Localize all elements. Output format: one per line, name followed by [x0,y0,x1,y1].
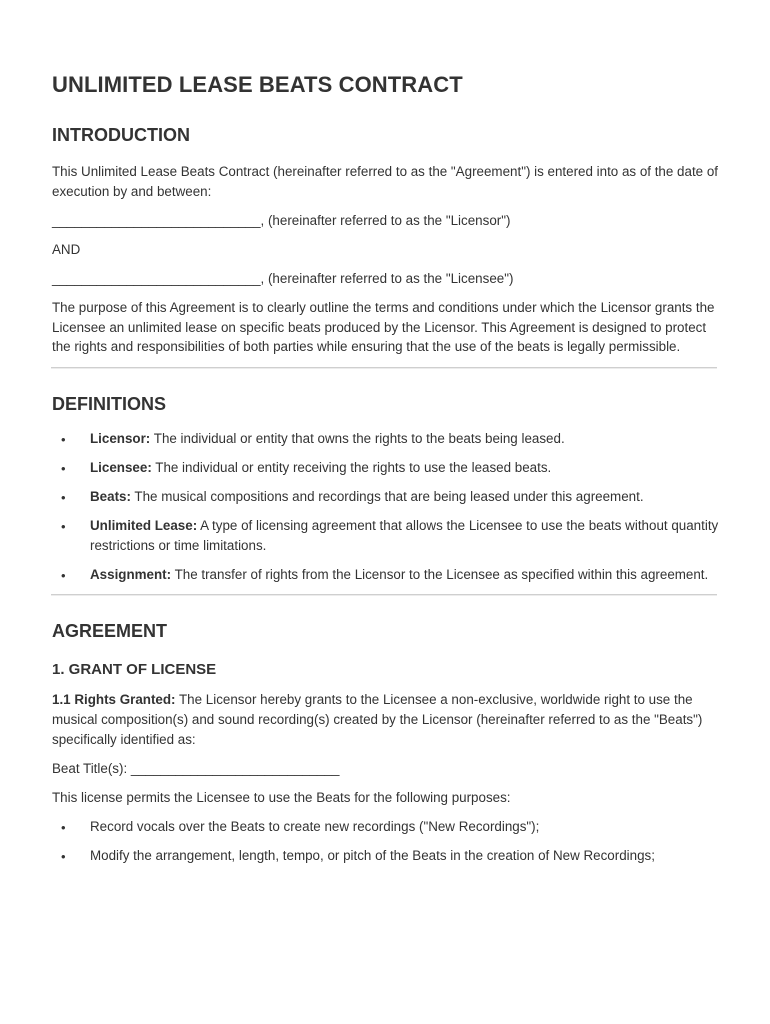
purpose-text: Modify the arrangement, length, tempo, or pitch of the Beats in the creation of New Recordings; [90,847,655,863]
definition-term: Licensee: [90,459,152,475]
bullet-icon: • [61,431,66,447]
bullet-icon: • [61,460,66,476]
bullet-icon: • [61,819,66,835]
definitions-heading: DEFINITIONS [52,393,167,414]
definition-term: Unlimited Lease: [90,518,198,534]
document-title: UNLIMITED LEASE BEATS CONTRACT [52,72,463,97]
rights-granted-paragraph [52,690,720,749]
rights-granted-term: 1.1 Rights Granted: [52,692,176,708]
purposes-list [52,817,720,866]
definition-text: The transfer of rights from the Licensor to the Licensee as specified within this agreement. [171,566,709,582]
definitions-section [52,393,720,585]
and-text: AND [52,241,81,257]
list-item [52,516,720,555]
definition-text: The musical compositions and recordings that are being leased under this agreement. [130,488,644,504]
section-divider [51,367,717,369]
rights-granted-text: The Licensor hereby grants to the Licensee a non-exclusive, worldwide right to use the musical composition(s) and sound recording(s) created by the Licensor (hereinafter referred to as the "Beats") specifically identified as: [52,692,703,747]
list-item [52,565,720,585]
purposes-intro: This license permits the Licensee to use the Beats for the following purposes: [52,789,511,805]
agreement-heading: AGREEMENT [52,621,168,642]
bullet-icon: • [61,848,66,864]
definition-text: A type of licensing agreement that allows the Licensee to use the beats without quantity restrictions or time limitations. [90,518,719,553]
beat-titles-line: Beat Title(s): ____________________________ [52,760,340,776]
purpose-text: Record vocals over the Beats to create new recordings ("New Recordings"); [90,818,540,834]
definitions-list [52,429,720,585]
bullet-icon: • [61,567,66,583]
definition-text: The individual or entity that owns the rights to the beats being leased. [150,430,565,446]
list-item [52,846,720,866]
list-item [52,458,720,478]
definition-term: Licensor: [90,430,151,446]
list-item [52,817,720,837]
bullet-icon: • [61,519,66,535]
bullet-icon: • [61,489,66,505]
list-item [52,487,720,507]
list-item [52,429,720,449]
introduction-paragraph: This Unlimited Lease Beats Contract (hereinafter referred to as the "Agreement") is entered into as of the date of execution by and between: [52,164,718,199]
introduction-section [52,124,720,357]
licensee-blank-line: ____________________________, (hereinafter referred to as the "Licensee") [52,270,514,286]
introduction-heading: INTRODUCTION [52,125,190,145]
licensor-blank-line: ____________________________, (hereinafter referred to as the "Licensor") [52,212,511,228]
grant-of-license-heading: 1. GRANT OF LICENSE [52,661,217,679]
purpose-paragraph: The purpose of this Agreement is to clearly outline the terms and conditions under which the Licensor grants the Licensee an unlimited lease on specific beats produced by the Licensor. This Agreement is designed to protect the rights and responsibilities of both parties while ensuring that the use of the beats is legally permissible. [52,299,715,355]
section-divider [51,594,717,596]
definition-term: Beats: [90,488,131,504]
definition-text: The individual or entity receiving the rights to use the leased beats. [151,459,552,475]
definition-term: Assignment: [90,566,172,582]
document-page [52,70,720,875]
agreement-section [52,620,720,865]
